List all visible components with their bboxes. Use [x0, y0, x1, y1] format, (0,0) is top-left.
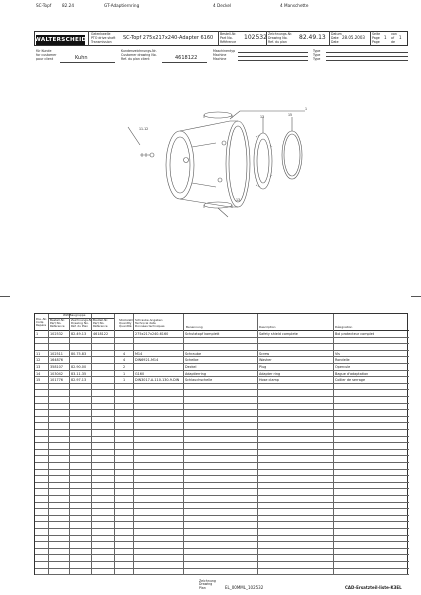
group-underline: [48, 318, 114, 319]
cylinder-inner-rim: [170, 137, 190, 193]
page-label: [372, 32, 380, 44]
cell-zeichnung: 82.97.13: [71, 378, 87, 383]
cell-qty: 4: [123, 351, 126, 356]
machine-underline: [238, 52, 308, 53]
cell-qty: 1: [123, 371, 126, 376]
cell-desig: Opercule: [335, 365, 351, 369]
adapter-ring-inner: [257, 139, 269, 183]
page-value: 1: [384, 35, 387, 40]
cylinder-hole: [222, 141, 226, 145]
cell-desc: Screw: [259, 351, 270, 356]
table-row: [35, 522, 409, 529]
title-label-line: Transmission: [91, 40, 112, 44]
header-divider: [370, 31, 371, 46]
title-label: [91, 32, 115, 44]
col-header-designation: Désignation: [335, 325, 353, 329]
cylinder-hole: [184, 158, 189, 163]
washer: [150, 153, 154, 157]
col-header-zeichnung: [71, 319, 93, 329]
col-header-bauteil: [93, 319, 108, 329]
cell-desig: Vis: [335, 351, 340, 356]
walterscheid-logo: WALTERSCHEID: [34, 37, 87, 43]
table-row: [35, 542, 409, 549]
machine-label: [213, 49, 235, 61]
of-value: 1: [399, 35, 402, 40]
type-underline: [326, 56, 408, 57]
col-header-line: Réf. du Plan: [71, 324, 89, 329]
customer-value: Kuhn: [75, 55, 88, 61]
col-header-line: Données techniques: [135, 324, 165, 329]
type-label-line: Type: [313, 49, 321, 53]
cell-desc: Adapter ring: [259, 371, 281, 376]
cylinder-top-edge: [180, 121, 238, 131]
col-header-pos: [36, 318, 47, 328]
of-label-line: of: [391, 36, 395, 40]
col-header-line: Bauteil-Nr.: [93, 318, 109, 322]
customer-label-line: pour client: [36, 57, 54, 61]
cell-tech: 275x217x240-6160: [135, 332, 169, 336]
table-row: [35, 331, 409, 338]
title-label-line: PTO drive shaft: [91, 36, 116, 40]
drawing-no-label-line: Drawing No.: [268, 36, 288, 40]
top-plug: [204, 112, 232, 118]
col-header-line: Pos.-Nr.: [36, 317, 47, 321]
part-no-label-line: Part No.: [220, 36, 233, 40]
header-divider: [218, 31, 219, 46]
hose-clamp: [282, 131, 302, 179]
type-label-line: Type: [313, 53, 321, 57]
of-label: [391, 32, 397, 44]
machine-label-line: Machine: [213, 53, 227, 57]
table-row: [35, 410, 409, 417]
col-header-line: Référence: [93, 324, 108, 329]
cell-desc: Washer: [259, 358, 272, 363]
table-row: [35, 338, 409, 345]
cell-bestell: 358107: [50, 365, 63, 369]
machine-underline: [238, 60, 308, 61]
col-header-line: Part No.: [50, 321, 62, 326]
table-row: [35, 569, 409, 576]
of-label-line: von: [391, 32, 397, 36]
cell-qty: 1: [123, 378, 126, 383]
table-row: [35, 430, 409, 437]
cell-name: Adaptierring: [185, 371, 206, 376]
cell-bauteil: 4618122: [93, 332, 109, 336]
col-header-line: Part No.: [93, 321, 105, 326]
footer-labels: [199, 580, 216, 590]
cell-name: Schutztopf komplett: [185, 332, 220, 336]
col-header-line: Technical data: [135, 321, 156, 326]
cell-bestell: 102532: [50, 332, 63, 336]
table-row: [35, 443, 409, 450]
table-row: [35, 470, 409, 477]
cell-zeichnung: 82.49.13: [71, 332, 87, 336]
machine-label-line: Maschinentyp: [213, 49, 236, 53]
table-row: [35, 516, 409, 523]
drawing-no-value: 82.49.13: [299, 34, 326, 41]
part-no-label: [220, 32, 236, 44]
cell-bestell: 103042: [50, 371, 63, 376]
cell-pos: 11: [36, 351, 41, 356]
part-no-value: 102532: [244, 34, 267, 41]
cell-pos: 14: [36, 371, 41, 376]
footer-label-line: Drawing: [199, 582, 213, 587]
cell-zeichnung: 83.11.35: [71, 371, 87, 376]
table-row: [35, 423, 409, 430]
type-label-line: Type: [313, 57, 321, 61]
cell-tech: DIN6921-M14: [135, 358, 159, 363]
col-header-qty: [119, 319, 133, 329]
footer-label-line: Plan: [199, 585, 206, 590]
cell-zeichnung: 82.90.00: [71, 365, 87, 369]
callout-1: 1: [305, 107, 308, 111]
customer-underline: [60, 62, 115, 63]
cell-name: Schlauchschelle: [185, 378, 213, 383]
machine-underline: [238, 56, 308, 57]
table-row: [35, 344, 409, 351]
cylinder-back-inner: [229, 126, 247, 202]
type-underline: [326, 52, 408, 53]
col-header-line: Bestell-Nr.: [50, 318, 65, 322]
table-row: [35, 549, 409, 556]
date-label: [331, 32, 342, 44]
title-label-line: Gelenkwelle: [91, 32, 111, 36]
cell-pos: 12: [36, 358, 41, 363]
date-label-line: Date: [331, 36, 339, 40]
col-header-bestell: [50, 319, 65, 329]
customer-drawing-value: 4618122: [175, 55, 198, 61]
callout-13-bottom: 13: [236, 198, 241, 202]
cylinder-shading: [192, 143, 216, 187]
type-label: [313, 49, 320, 61]
footer-label-line: Zeichnung: [199, 579, 216, 583]
parts-table: [34, 313, 408, 575]
col-header-benennung: Benennung: [186, 325, 203, 329]
table-row: [35, 437, 409, 444]
table-row: [35, 377, 409, 384]
cylinder-hole: [218, 178, 222, 182]
top-label-part1: SC-Topf: [36, 3, 52, 8]
cell-qty: 2: [123, 365, 126, 369]
fold-mark-right: [411, 296, 421, 297]
title-value: SC-Topf 275x217x240-Adapter 6160: [123, 35, 214, 41]
cell-desig: Bol protecteur complet: [335, 332, 375, 336]
customer-drawing-label-line: Kundenzeichnungs-Nr.: [121, 49, 157, 53]
customer-label: [36, 49, 56, 61]
date-label-line: Datum: [331, 32, 342, 36]
table-row: [35, 351, 409, 358]
cell-desig: Bague d'adaptation: [335, 371, 369, 376]
table-row: [35, 489, 409, 496]
customer-label-line: for customer: [36, 53, 57, 57]
table-row: [35, 503, 409, 510]
cell-pos: 1: [36, 332, 39, 336]
customer-drawing-label: [121, 49, 157, 61]
top-label-part3: 4 Deckel: [213, 3, 232, 8]
col-header-line: Référence: [50, 324, 65, 329]
col-header-line: Code: [36, 320, 44, 325]
cell-tech: M14: [135, 351, 143, 356]
cell-pos: 13: [36, 365, 41, 369]
drawing-no-label: [268, 32, 292, 44]
cell-name: Deckel: [185, 365, 197, 369]
col-header-line: Quantity: [119, 321, 132, 326]
col-header-line: Drawing No.: [71, 321, 89, 326]
cell-qty: 4: [123, 358, 126, 363]
table-row: [35, 476, 409, 483]
table-row: [35, 509, 409, 516]
col-header-description: Description: [259, 325, 276, 329]
page-label-line: Page: [372, 36, 380, 40]
header-divider: [266, 31, 267, 46]
cell-name: Scheibe: [185, 358, 199, 363]
col-header-line: Schraube Angaben: [135, 318, 163, 322]
date-value: 28.05.2003: [342, 35, 365, 40]
table-row: [35, 463, 409, 470]
cell-desc: Safety shield complete: [259, 332, 298, 336]
cell-desig: Collier de serrage: [335, 378, 366, 383]
table-row: [35, 390, 409, 397]
table-row: [35, 417, 409, 424]
footer-right: CAD-Ersatzteil-liste-K3EL: [345, 585, 402, 590]
type-underline: [326, 60, 408, 61]
screw: [140, 153, 150, 157]
cell-name: Schraube: [185, 351, 202, 356]
footer-code: EL_00MML_102532: [225, 585, 264, 590]
cell-desig: Rondelle: [335, 358, 350, 363]
callout-13: 13: [260, 115, 265, 119]
table-row: [35, 562, 409, 569]
drawing-no-label-line: Ref. du plan: [268, 40, 287, 44]
top-label-part2: GT-Adaptiernring: [104, 3, 140, 8]
part-no-label-line: Référence: [220, 40, 237, 44]
customer-drawing-label-line: Ref. du plan client: [121, 57, 150, 61]
table-row: [35, 496, 409, 503]
callout-15: 15: [288, 113, 293, 117]
table-row: [35, 371, 409, 378]
exploded-drawing: [120, 105, 320, 220]
col-header-line: Zeichnungs-Nr.: [71, 318, 93, 322]
table-row: [35, 357, 409, 364]
header-divider: [88, 31, 89, 46]
date-label-line: Date: [331, 40, 339, 44]
customer-drawing-underline: [162, 62, 207, 63]
table-row: [35, 450, 409, 457]
table-row: [35, 364, 409, 371]
callout-11-12: 11.12: [139, 127, 149, 131]
col-header-tech: [135, 319, 165, 329]
cell-pos: 15: [36, 378, 41, 383]
cell-desc: Plug: [259, 365, 267, 369]
table-row: [35, 397, 409, 404]
table-row: [35, 384, 409, 391]
machine-label-line: Machine: [213, 57, 227, 61]
cell-tech: G160: [135, 371, 145, 376]
customer-drawing-label-line: Customer drawing No.: [121, 53, 157, 57]
page-label-line: Seite: [372, 32, 381, 36]
cell-bestell: 101776: [50, 378, 63, 383]
col-header-line: Quantité: [119, 324, 132, 329]
header-divider: [329, 31, 330, 46]
table-row: [35, 536, 409, 543]
table-row: [35, 404, 409, 411]
cell-bestell: 102511: [50, 351, 63, 356]
cell-bestell: 164876: [50, 358, 63, 363]
of-label-line: de: [391, 40, 395, 44]
table-row: [35, 529, 409, 536]
cylinder-back-rim: [226, 121, 250, 207]
top-label-part4: 4 Manschette: [280, 3, 309, 8]
table-row: [35, 555, 409, 562]
drawing-no-label-line: Zeichnungs-Nr.: [268, 32, 293, 36]
col-header-line: Stückzahl: [119, 318, 133, 322]
fold-mark-left: [0, 296, 10, 297]
part-no-label-line: Bestell-Nr.: [220, 32, 237, 36]
cell-zeichnung: 80.75.83: [71, 351, 87, 356]
top-label-part1-no: 82.24: [62, 3, 74, 8]
table-row: [35, 456, 409, 463]
col-header-group: WW-Baugruppe: [63, 313, 86, 317]
col-header-line: Repère: [36, 323, 47, 328]
page-label-line: Page: [372, 40, 380, 44]
cell-desc: Hose clamp: [259, 378, 279, 383]
table-row: [35, 483, 409, 490]
customer-label-line: für Kunde: [36, 49, 52, 53]
cell-tech: DIN3017-A-110-130-9-DIN: [135, 378, 180, 383]
